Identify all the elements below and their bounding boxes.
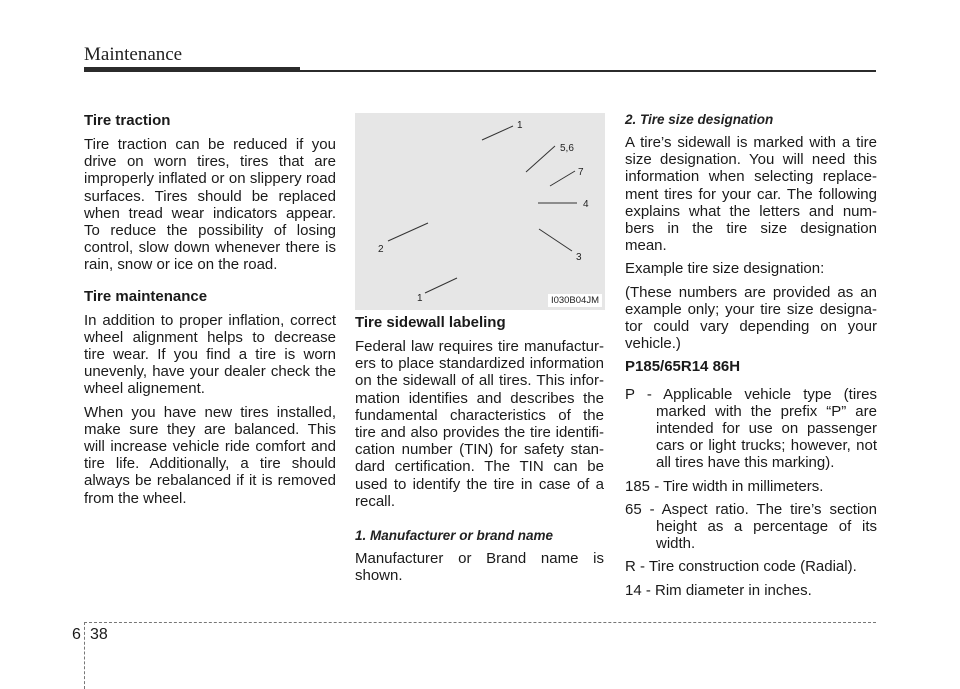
callout-label: 2 bbox=[378, 244, 384, 255]
example-label: Example tire size designation: bbox=[625, 260, 825, 278]
sidewall-labeling-text: Federal law requires tire manufactur-ers to place standardized information on the sidewall of all tires. This infor-mation identifies and describes the fundamental characteristics of the tire and also provides the tire identifi-cation number (TIN) for safety stan-dard certification. The TIN can be used to identify the tire in case of a recall. bbox=[355, 338, 604, 510]
example-tire-code: P185/65R14 86H bbox=[625, 358, 741, 376]
callout-line-5-6 bbox=[526, 146, 555, 172]
page-number: 38 bbox=[90, 626, 108, 643]
definition-item: R - Tire construction code (Radial). bbox=[625, 558, 857, 576]
footer-divider bbox=[84, 622, 85, 689]
subheading-tire-size: 2. Tire size designation bbox=[625, 112, 774, 127]
callout-label: 7 bbox=[578, 167, 584, 178]
tire-sidewall-figure bbox=[355, 113, 605, 310]
definition-item: P - Applicable vehicle type (tires marked with the prefix “P” are intended for use on passenger cars or light trucks; however, not all tires have this marking). bbox=[625, 385, 877, 472]
footer-rule bbox=[84, 622, 876, 623]
callout-label: 5,6 bbox=[560, 143, 574, 154]
tire-traction-text: Tire traction can be reduced if you drive on worn tires, tires that are improperly inflated or on slippery road surfaces. Tires should be replaced when tread wear indicators appear. To reduce the possibility of losing control, slow down whenever there is rain, snow or ice on the road. bbox=[84, 136, 336, 274]
chapter-number: 6 bbox=[72, 626, 81, 643]
tire-maintenance-text-1: In addition to proper inflation, correct wheel alignment helps to decrease tire wear. If you find a tire is worn unevenly, have your dealer check the wheel alignement. bbox=[84, 311, 336, 398]
column-middle bbox=[355, 314, 604, 590]
callout-line-1-top bbox=[482, 126, 513, 140]
page-header-title: Maintenance bbox=[84, 44, 183, 65]
column-left bbox=[84, 112, 336, 513]
column-right bbox=[625, 112, 877, 605]
callout-line-2 bbox=[388, 223, 428, 241]
callout-label: 1 bbox=[517, 120, 523, 131]
callout-line-7 bbox=[550, 171, 575, 186]
example-note: (These numbers are provided as an example only; your tire size designa-tor could vary depending on your vehicle.) bbox=[625, 283, 877, 353]
figure-code: I030B04JM bbox=[548, 294, 602, 307]
callout-lines bbox=[355, 113, 605, 310]
tire-maintenance-text-2: When you have new tires installed, make sure they are balanced. This will increase vehicle ride comfort and tire life. Additionally, a tire should always be rebalanced if it is removed from the wheel. bbox=[84, 403, 336, 507]
section-heading-tire-maintenance: Tire maintenance bbox=[84, 287, 208, 305]
manufacturer-text: Manufacturer or Brand name is shown. bbox=[355, 550, 604, 585]
tire-size-text: A tire’s sidewall is marked with a tire size designation. You will need this information when selecting replace-ment tires for your car. The following explains what the letters and num-bers in the tire size designation mean. bbox=[625, 134, 877, 255]
definition-item: 14 - Rim diameter in inches. bbox=[625, 581, 812, 599]
callout-line-1-bottom bbox=[425, 278, 457, 293]
section-heading-tire-traction: Tire traction bbox=[84, 112, 171, 129]
callout-label: 1 bbox=[417, 293, 423, 304]
callout-label: 4 bbox=[583, 199, 589, 210]
callout-line-3 bbox=[539, 229, 572, 251]
section-heading-sidewall-labeling: Tire sidewall labeling bbox=[355, 314, 506, 331]
definition-item: 185 - Tire width in millimeters. bbox=[625, 477, 824, 495]
callout-label: 3 bbox=[576, 252, 582, 263]
definition-item: 65 - Aspect ratio. The tire’s section height as a percentage of its width. bbox=[625, 500, 877, 553]
subheading-manufacturer: 1. Manufacturer or brand name bbox=[355, 528, 554, 544]
header-rule-thick bbox=[84, 67, 300, 72]
header-rule-thin bbox=[300, 70, 876, 72]
